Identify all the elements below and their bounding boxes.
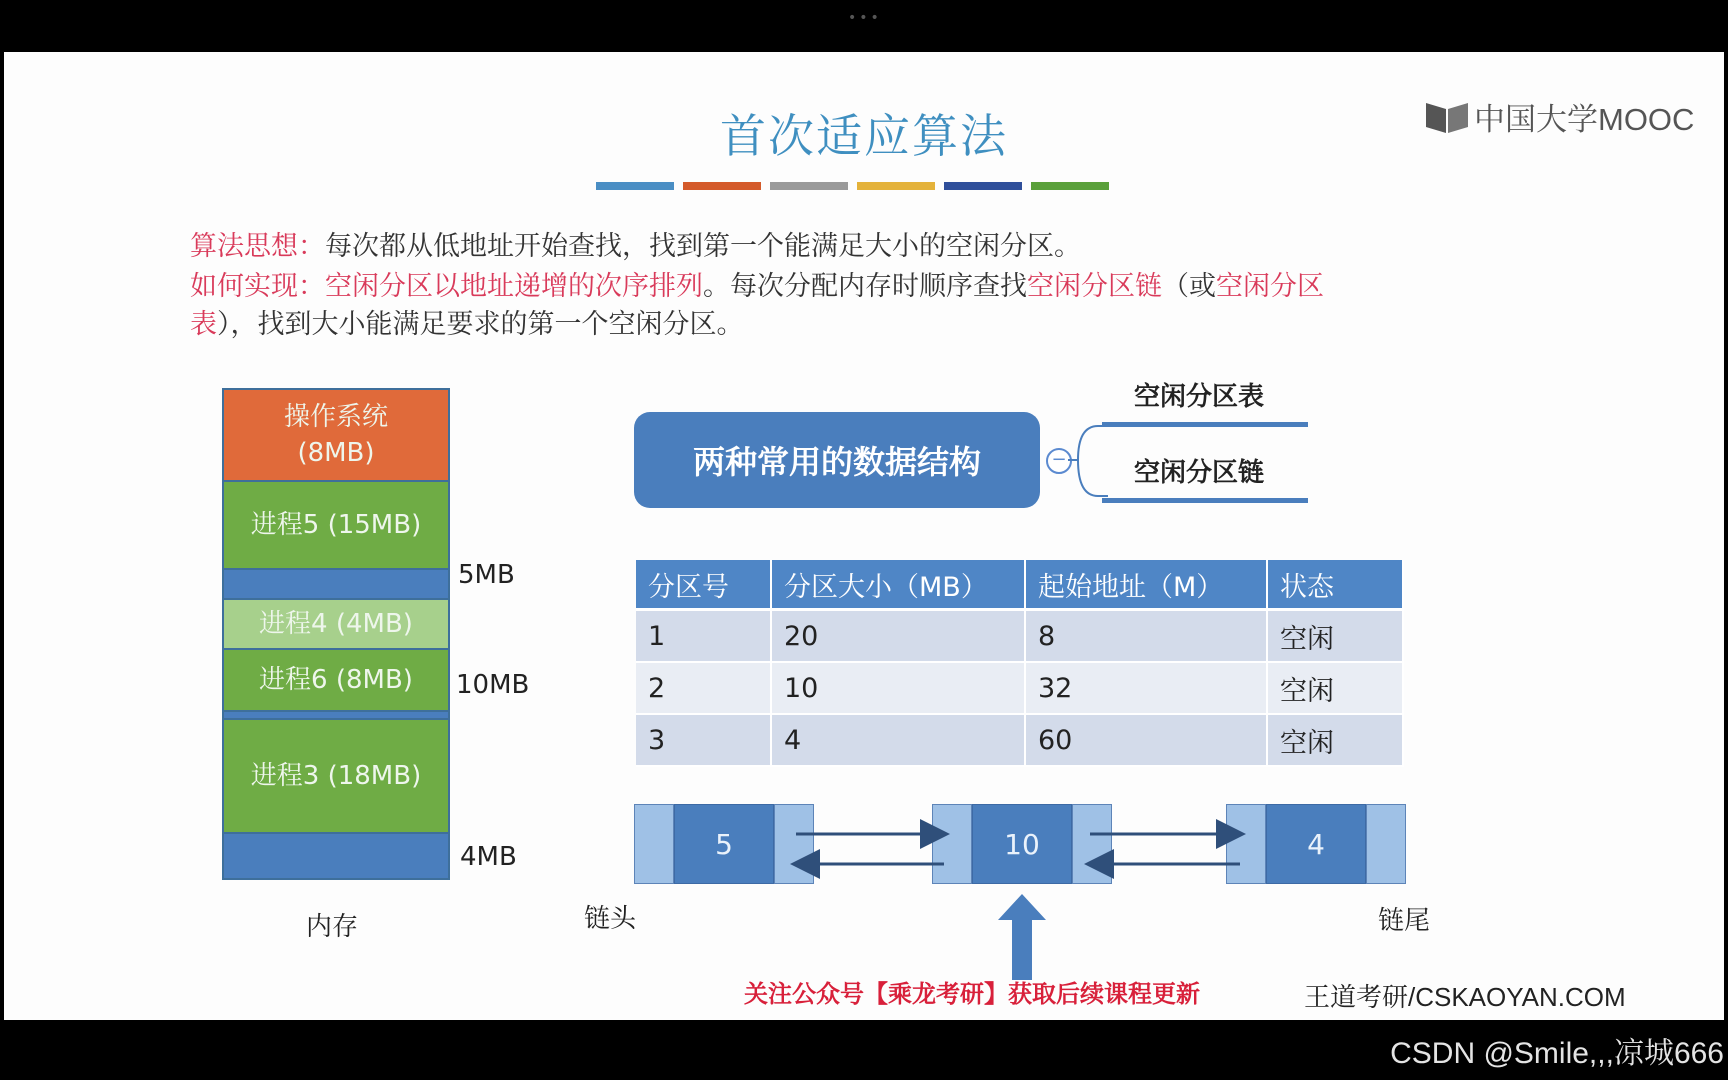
table-cell: 空闲 <box>1267 610 1403 663</box>
table-cell: 空闲 <box>1267 662 1403 714</box>
footer-site: 王道考研/CSKAOYAN.COM <box>1304 982 1626 1012</box>
memory-caption: 内存 <box>306 912 359 942</box>
collapse-toggle-icon[interactable]: − <box>1046 448 1072 474</box>
ds-item-free-partition-chain: 空闲分区链 <box>1134 458 1265 488</box>
memory-block-process6: 进程6 (8MB) <box>224 650 448 712</box>
ds-item-free-partition-table: 空闲分区表 <box>1134 382 1265 412</box>
implementation-black-3: ），找到大小能满足要求的第一个空闲分区。 <box>217 309 744 340</box>
wechat-notice: 关注公众号【乘龙考研】获取后续课程更新 <box>744 980 1200 1008</box>
implementation-red-1: 空闲分区以地址递增的次序排列 <box>325 271 703 302</box>
free-size-label-4mb: 4MB <box>460 842 517 872</box>
chain-head-label: 链头 <box>584 904 637 934</box>
pointer-up-arrow <box>998 894 1046 980</box>
chain-tail-label: 链尾 <box>1378 906 1431 936</box>
table-cell: 1 <box>636 610 771 663</box>
chain-arrows <box>4 52 1724 1020</box>
implementation-black-1: 。每次分配内存时顺序查找 <box>703 271 1027 302</box>
top-black-bar <box>0 0 1728 52</box>
table-cell: 4 <box>771 714 1025 766</box>
chain-node-value: 4 <box>1266 804 1366 884</box>
implementation-red-2: 空闲分区链 <box>1027 271 1162 302</box>
table-cell: 20 <box>771 610 1025 663</box>
memory-block-process5: 进程5 (15MB) <box>224 482 448 570</box>
implementation-label: 如何实现： <box>190 271 325 302</box>
table-cell: 32 <box>1025 662 1267 714</box>
table-cell: 8 <box>1025 610 1267 663</box>
implementation-red-3: 空闲分区 <box>1216 271 1324 302</box>
data-structures-title: 两种常用的数据结构 <box>692 443 981 481</box>
table-header-cell: 状态 <box>1267 560 1403 610</box>
table-cell: 空闲 <box>1267 714 1403 766</box>
implementation-black-2: （或 <box>1162 271 1216 302</box>
memory-block-process4: 进程4 (4MB) <box>224 600 448 650</box>
memory-block-process3: 进程3 (18MB) <box>224 720 448 834</box>
table-cell: 2 <box>636 662 771 714</box>
chain-node-value: 10 <box>972 804 1072 884</box>
free-size-label-5mb: 5MB <box>458 560 515 590</box>
logo-text: 中国大学MOOC <box>1474 102 1695 137</box>
memory-block-os: 操作系统 (8MB) <box>224 390 448 482</box>
table-header-cell: 分区号 <box>636 560 771 610</box>
implementation-red-4: 表 <box>190 309 217 340</box>
algorithm-idea-label: 算法思想： <box>190 231 325 262</box>
algorithm-idea-text: 每次都从低地址开始查找，找到第一个能满足大小的空闲分区。 <box>325 231 1081 262</box>
table-cell: 10 <box>771 662 1025 714</box>
chain-node-value: 5 <box>674 804 774 884</box>
slide-title: 首次适应算法 <box>720 109 1008 163</box>
table-cell: 60 <box>1025 714 1267 766</box>
csdn-watermark: CSDN @Smile,,,凉城666 <box>1390 1037 1724 1070</box>
table-cell: 3 <box>636 714 771 766</box>
table-header-cell: 起始地址（M） <box>1025 560 1267 610</box>
table-header-cell: 分区大小（MB） <box>771 560 1025 610</box>
free-size-label-10mb: 10MB <box>456 670 530 700</box>
window-dots[interactable]: ••• <box>848 10 882 26</box>
lecture-slide <box>4 52 1724 1020</box>
